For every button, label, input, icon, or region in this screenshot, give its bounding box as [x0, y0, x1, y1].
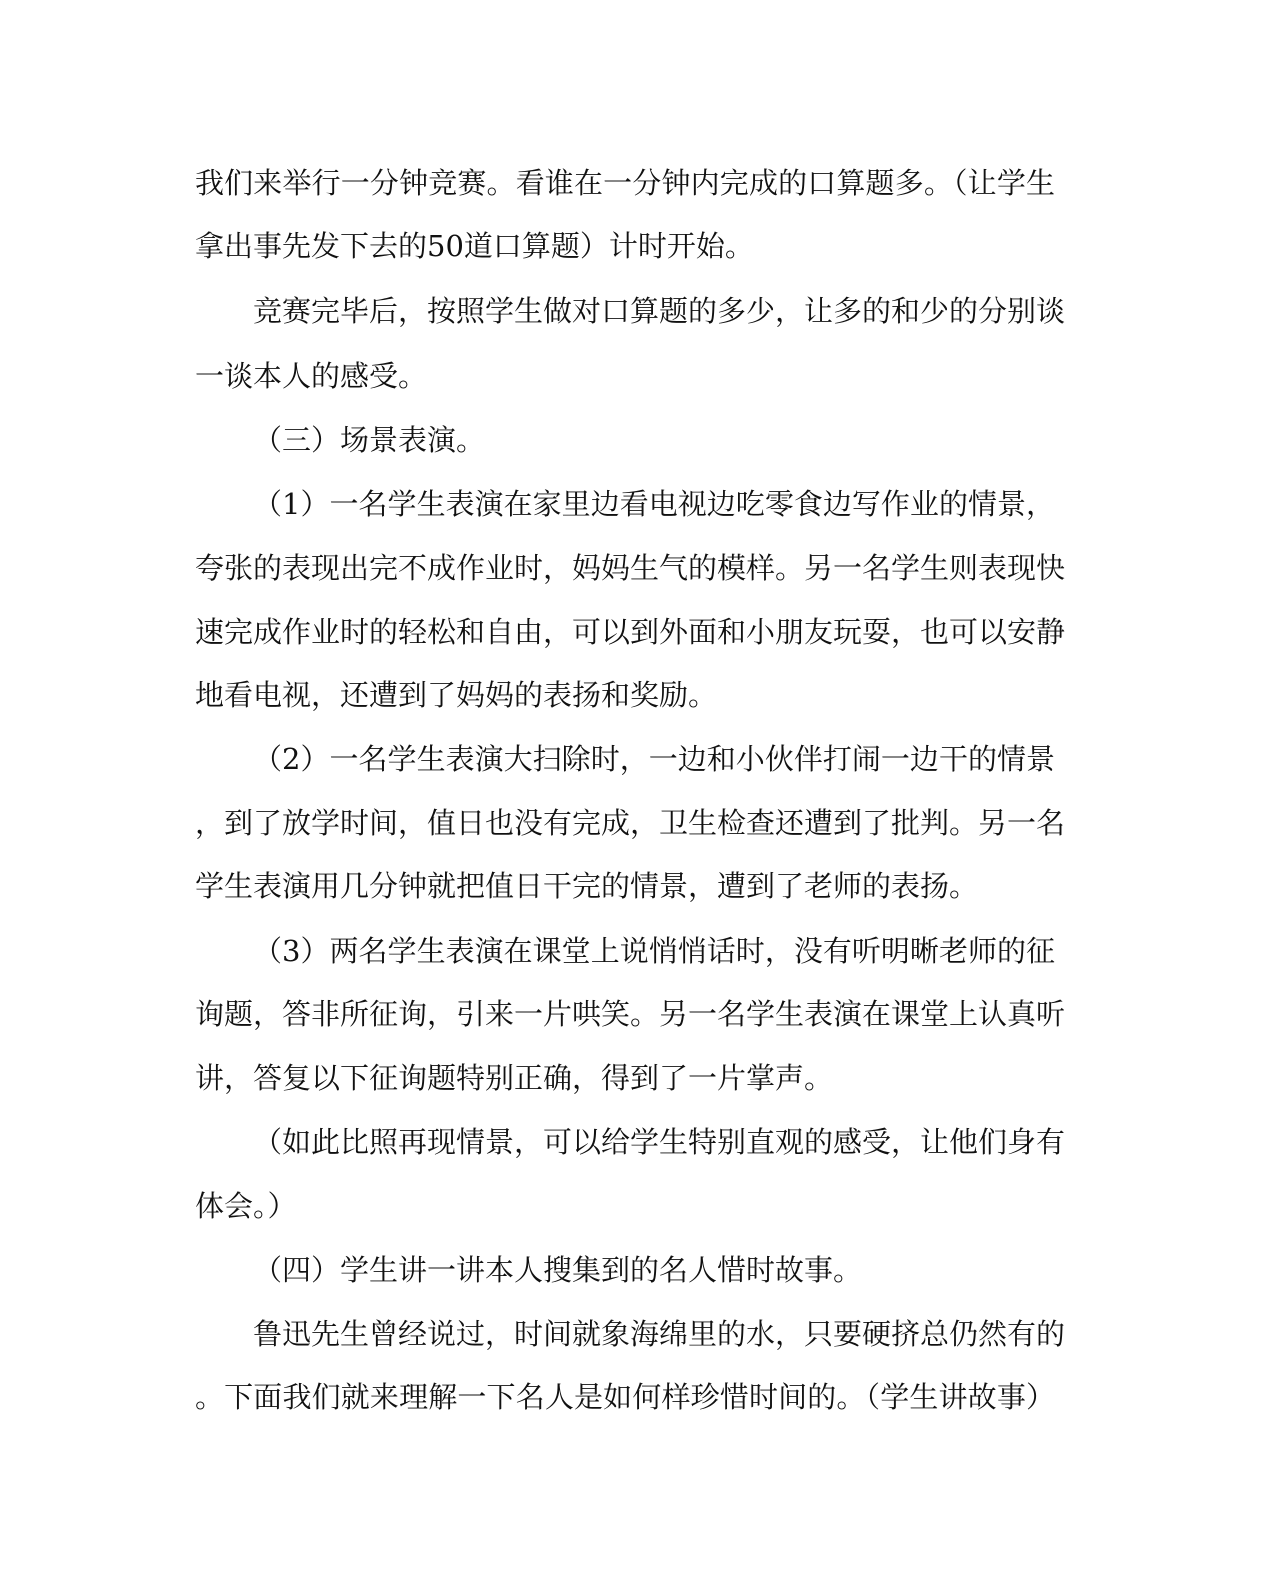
text-line: 地看电视，还遭到了妈妈的表扬和奖励。 [195, 678, 718, 712]
text-line: （如此比照再现情景，可以给学生特别直观的感受，让他们身有 [253, 1125, 1066, 1159]
text-line: 我们来举行一分钟竞赛。看谁在一分钟内完成的口算题多。（让学生 [195, 166, 1055, 200]
text-line: 鲁迅先生曾经说过，时间就象海绵里的水，只要硬挤总仍然有的 [253, 1317, 1066, 1351]
text-line: 。下面我们就来理解一下名人是如何样珍惜时间的。（学生讲故事） [195, 1380, 1055, 1414]
text-line: （2）一名学生表演大扫除时，一边和小伙伴打闹一边干的情景 [253, 742, 1055, 776]
text-line: 讲，答复以下征询题特别正确，得到了一片掌声。 [195, 1061, 834, 1095]
text-line: （1）一名学生表演在家里边看电视边吃零食边写作业的情景， [253, 487, 1055, 521]
text-line: （3）两名学生表演在课堂上说悄悄话时，没有听明晰老师的征 [253, 934, 1055, 968]
text-line: 拿出事先发下去的50道口算题）计时开始。 [195, 229, 754, 263]
text-line: 学生表演用几分钟就把值日干完的情景，遭到了老师的表扬。 [195, 869, 979, 903]
text-line: 夸张的表现出完不成作业时，妈妈生气的模样。另一名学生则表现快 [195, 551, 1066, 585]
text-line: ，到了放学时间，值日也没有完成，卫生检查还遭到了批判。另一名 [195, 806, 1066, 840]
section-heading: （三）场景表演。 [253, 423, 486, 457]
text-line: 竞赛完毕后，按照学生做对口算题的多少，让多的和少的分别谈 [253, 294, 1066, 328]
section-heading: （四）学生讲一讲本人搜集到的名人惜时故事。 [253, 1253, 863, 1287]
text-line: 速完成作业时的轻松和自由，可以到外面和小朋友玩耍，也可以安静 [195, 615, 1066, 649]
text-line: 一谈本人的感受。 [195, 359, 428, 393]
text-line: 体会。） [195, 1189, 297, 1223]
text-line: 询题，答非所征询，引来一片哄笑。另一名学生表演在课堂上认真听 [195, 997, 1066, 1031]
